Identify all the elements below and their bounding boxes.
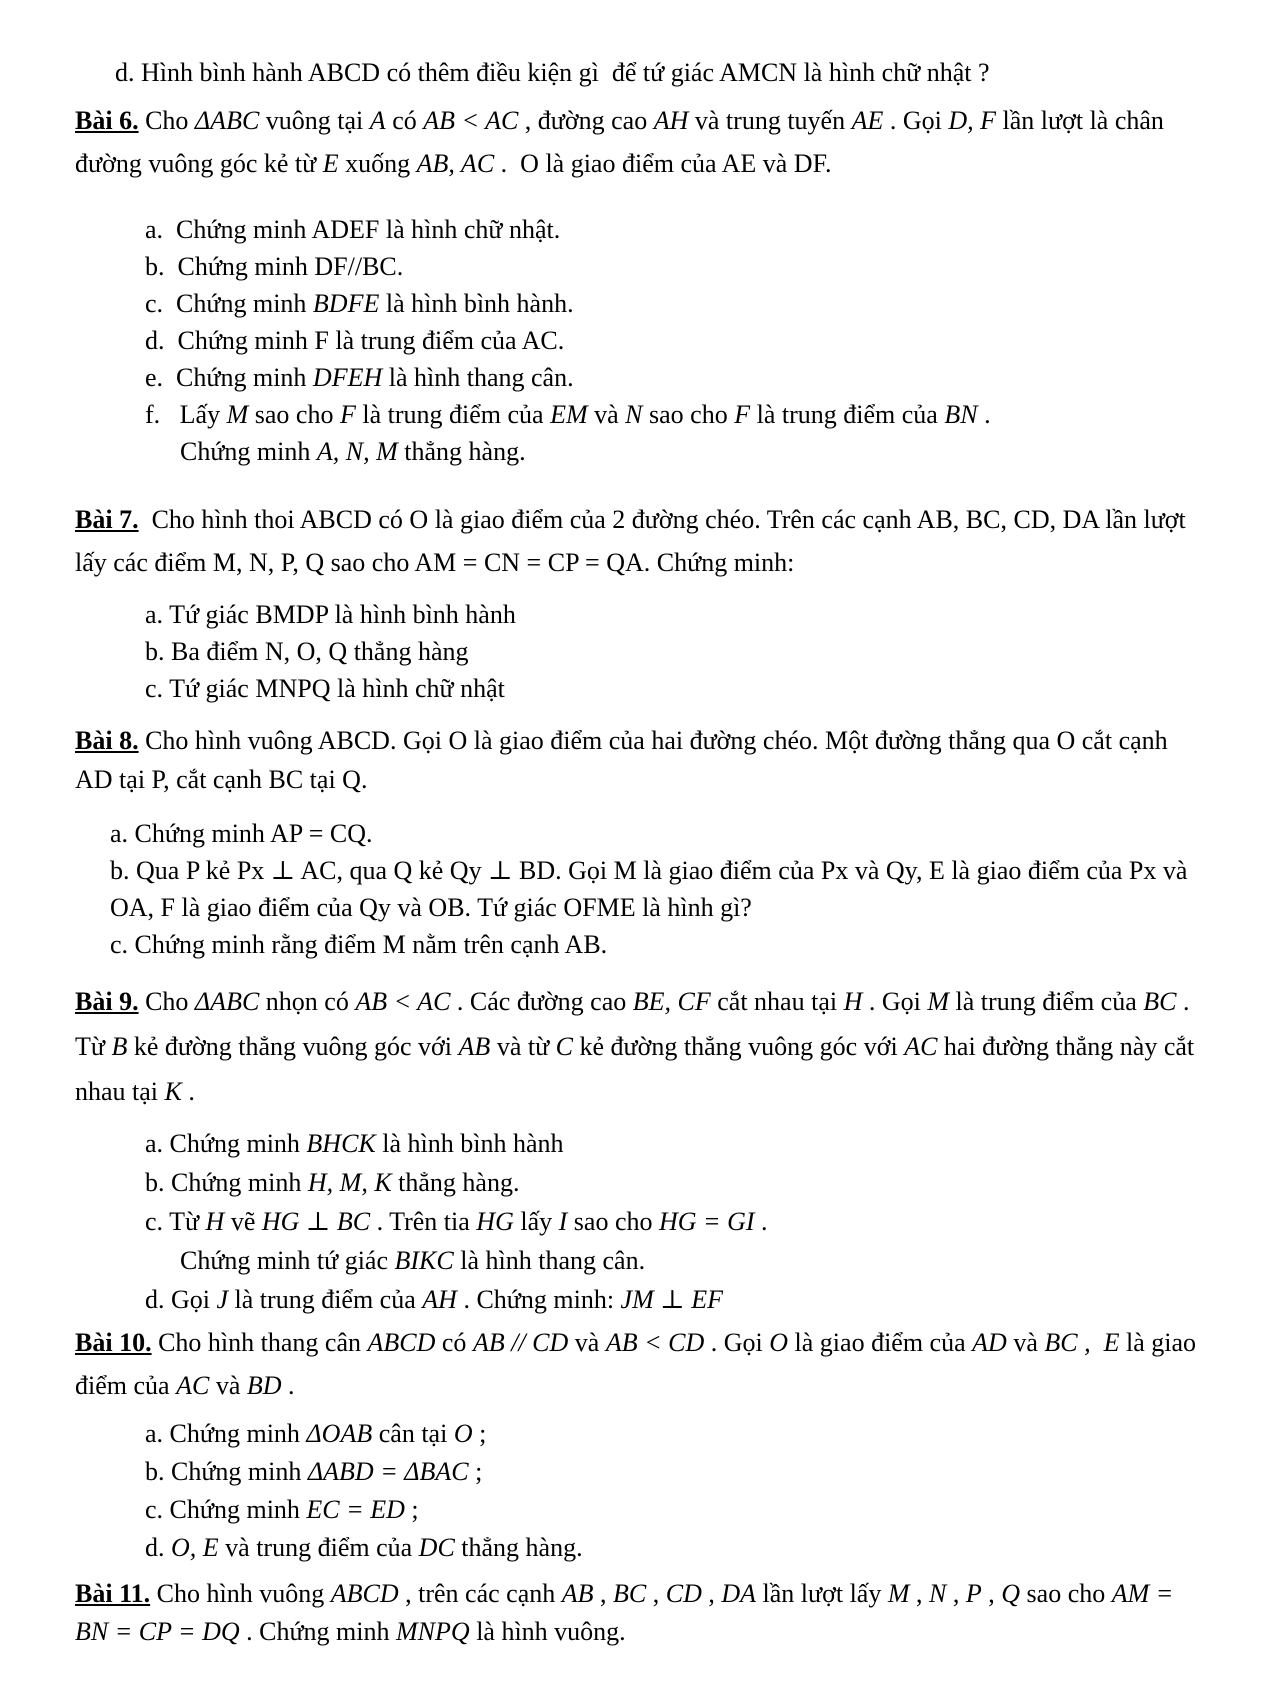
problem-8-item-a: a. Chứng minh AP = CQ. xyxy=(110,819,373,848)
problem-10-item-b: b. Chứng minh ΔABD = ΔBAC ; xyxy=(145,1457,483,1486)
problem-6-item-d: d. Chứng minh F là trung điểm của AC. xyxy=(145,326,565,355)
problem-10-item-d: d. O, E và trung điểm của DC thẳng hàng. xyxy=(145,1533,583,1562)
problem-10-item-a: a. Chứng minh ΔOAB cân tại O ; xyxy=(145,1419,487,1448)
problem-8-item-c: c. Chứng minh rằng điểm M nằm trên cạnh AB. xyxy=(110,930,608,959)
problem-10-list xyxy=(75,1415,1205,1567)
problem-6-item-f: f. Lấy M sao cho F là trung điểm của EM và N sao cho F là trung điểm của BN . xyxy=(145,400,991,429)
problem-9-item-c: c. Từ H vẽ HG ⊥ BC . Trên tia HG lấy I sao cho HG = GI . xyxy=(145,1207,768,1236)
problem-9-item-b: b. Chứng minh H, M, K thẳng hàng. xyxy=(145,1168,520,1197)
problem-8-list xyxy=(75,815,1205,963)
problem-9-item-a: a. Chứng minh BHCK là hình bình hành xyxy=(145,1129,564,1158)
problem-9-item-c-line2: Chứng minh tứ giác BIKC là hình thang cân. xyxy=(180,1246,646,1275)
item-d-question: d. Hình bình hành ABCD có thêm điều kiện gì để tứ giác AMCN là hình chữ nhật ? xyxy=(115,58,990,87)
problem-11-heading: Bài 11. Cho hình vuông ABCD , trên các cạnh AB , BC , CD , DA lần lượt lấy M , N , P , Q sao cho AM = BN = CP = DQ . Chứng minh MNPQ là hình vuông. xyxy=(75,1579,1180,1646)
problem-6-item-f-line2: Chứng minh A, N, M thẳng hàng. xyxy=(180,437,526,466)
problem-7-item-b: b. Ba điểm N, O, Q thẳng hàng xyxy=(145,637,469,666)
problem-6-item-b: b. Chứng minh DF//BC. xyxy=(145,252,404,281)
problem-10-item-c: c. Chứng minh EC = ED ; xyxy=(145,1495,419,1524)
problem-10-heading: Bài 10. Cho hình thang cân ABCD có AB // CD và AB < CD . Gọi O là giao điểm của AD và BC , E là giao điểm của AC và BD . xyxy=(75,1328,1203,1400)
problem-9-heading: Bài 9. Cho ΔABC nhọn có AB < AC . Các đường cao BE, CF cắt nhau tại H . Gọi M là trung điểm của BC . Từ B kẻ đường thẳng vuông góc với AB và từ C kẻ đường thẳng vuông góc với AC hai đường thẳng này cắt nhau tại K . xyxy=(75,987,1201,1106)
problem-7-heading: Bài 7. Cho hình thoi ABCD có O là giao điểm của 2 đường chéo. Trên các cạnh AB, BC, CD, DA lần lượt lấy các điểm M, N, P, Q sao cho AM = CN = CP = QA. Chứng minh: xyxy=(75,505,1193,577)
problem-8-heading: Bài 8. Cho hình vuông ABCD. Gọi O là giao điểm của hai đường chéo. Một đường thẳng qua O cắt cạnh AD tại P, cắt cạnh BC tại Q. xyxy=(75,726,1173,794)
problem-9-item-d: d. Gọi J là trung điểm của AH . Chứng minh: JM ⊥ EF xyxy=(145,1285,723,1314)
problem-7-item-a: a. Tứ giác BMDP là hình bình hành xyxy=(145,600,516,629)
problem-6-list xyxy=(75,211,1205,470)
problem-7-item-c: c. Tứ giác MNPQ là hình chữ nhật xyxy=(145,674,505,703)
problem-8-item-b: b. Qua P kẻ Px ⊥ AC, qua Q kẻ Qy ⊥ BD. Gọi M là giao điểm của Px và Qy, E là giao điểm của Px và OA, F là giao điểm của Qy và OB. Tứ giác OFME là hình gì? xyxy=(110,856,1194,922)
problem-6-item-a: a. Chứng minh ADEF là hình chữ nhật. xyxy=(145,215,561,244)
problem-7-list xyxy=(75,596,1205,707)
problem-6-heading: Bài 6. Cho ΔABC vuông tại A có AB < AC , đường cao AH và trung tuyến AE . Gọi D, F lần lượt là chân đường vuông góc kẻ từ E xuống AB, AC . O là giao điểm của AE và DF. xyxy=(75,106,1171,178)
problem-6-item-e: e. Chứng minh DFEH là hình thang cân. xyxy=(145,363,574,392)
problem-6-item-c: c. Chứng minh BDFE là hình bình hành. xyxy=(145,289,574,318)
problem-9-list xyxy=(75,1124,1205,1319)
